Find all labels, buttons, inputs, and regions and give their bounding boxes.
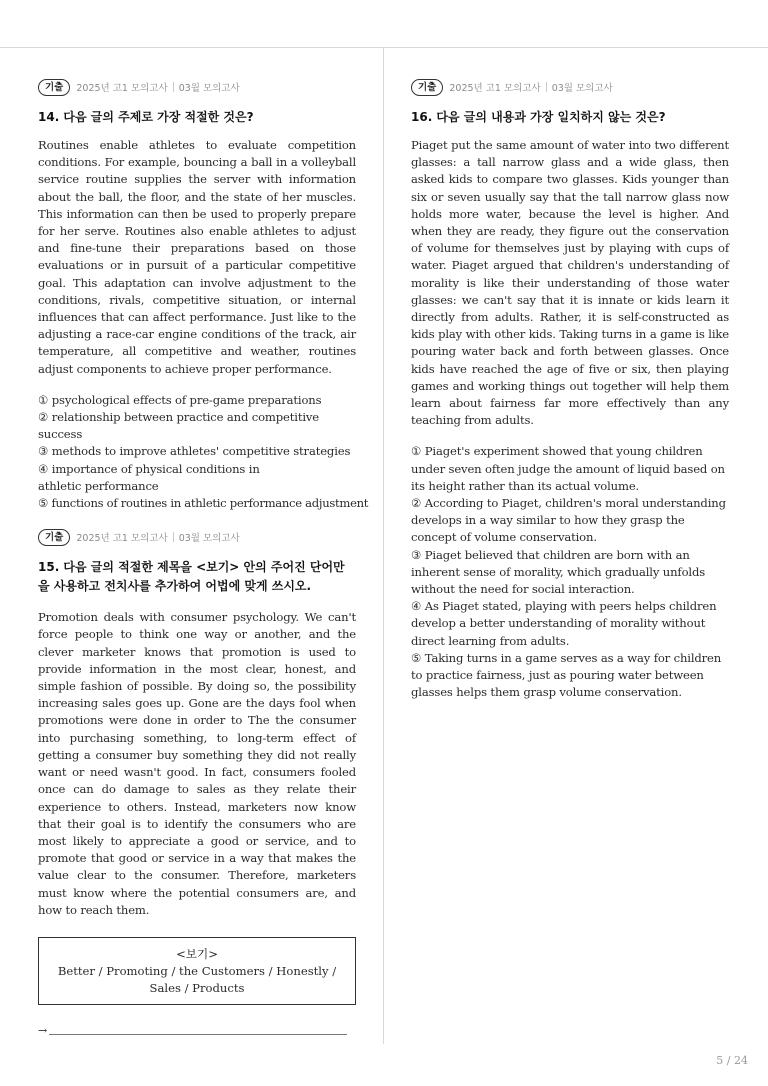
right-column: [411, 78, 729, 702]
question-14: [38, 78, 369, 512]
source-separator: [173, 82, 174, 92]
choice-1[interactable]: ① Piaget's experiment showed that young children under seven often judge the amount of liquid based on its height rather than its actual volume.: [411, 444, 725, 493]
arrow-icon: →: [38, 1023, 48, 1037]
word-box: [38, 937, 356, 1005]
choice-2[interactable]: ② According to Piaget, children's moral understanding develops in a way similar to how they grasp the concept of volume conservation.: [411, 496, 726, 545]
left-column: [38, 78, 369, 1037]
source-month: 03월 모의고사: [551, 83, 613, 94]
choice-3[interactable]: ③ methods to improve athletes' competitive strategies: [38, 444, 351, 459]
passage: Piaget put the same amount of water into two different glasses: a tall narrow glass and a wide glass, then asked kids to compare two glasses. Kids younger than six or seven usually say that the tall narrow glass now holds more water, because the level is higher. And when they are ready, they figure out the conservation of volume for themselves just by playing with cups of water. Piaget argued that children's understanding of morality is like their understanding of those water glasses: we can't say that it is innate or kids learn it directly from adults. Rather, it is self-constructed as kids play with other kids. Taking turns in a game is like pouring water back and forth between glasses. Once kids have reached the age of five or six, then playing games and working things out together will help them learn about fairness far more effectively than any teaching from adults.: [411, 138, 729, 428]
source-separator: [546, 82, 547, 92]
source-year: 2025년 고1 모의고사: [76, 533, 168, 545]
source-tag: 기출: [38, 529, 70, 546]
header-divider: [0, 47, 768, 48]
choice-4[interactable]: ④ importance of physical conditions in athletic performance: [38, 461, 260, 493]
word-box-title: <보기>: [176, 946, 218, 961]
source-separator: [173, 532, 174, 542]
passage: Routines enable athletes to evaluate competition conditions. For example, bouncing a ball in a volleyball service routine supplies the server with information about the ball, the floor, and the state of her muscles. This information can then be used to properly prepare for her serve. Routines also enable athletes to adjust and fine-tune their preparations based on those evaluations or in pursuit of a particular competitive goal. This adaptation can involve adjustment to the conditions, rivals, competitive situation, or internal influences that can affect performance. Just like to the adjusting a race-car engine conditions of the track, air temperature, all competitive and weather, routines adjust components to achieve proper performance.: [38, 138, 356, 376]
question-15: [38, 528, 356, 1036]
answer-field[interactable]: [38, 1023, 356, 1037]
choice-5[interactable]: ⑤ functions of routines in athletic performance adjustment: [38, 496, 369, 511]
source-tag: 기출: [411, 79, 443, 96]
answer-underline: [49, 1034, 347, 1035]
page-number: 5 / 24: [716, 1054, 748, 1067]
column-divider: [383, 48, 384, 1044]
question-16: [411, 78, 729, 702]
word-box-words: Better / Promoting / the Customers / Honestly / Sales / Products: [57, 964, 337, 996]
choice-2[interactable]: ② relationship between practice and competitive success: [38, 410, 319, 442]
source-year: 2025년 고1 모의고사: [449, 83, 541, 94]
choice-4[interactable]: ④ As Piaget stated, playing with peers helps children develop a better understanding of morality without direct learning from adults.: [411, 599, 717, 648]
source-line: [38, 78, 356, 96]
passage: Promotion deals with consumer psychology. We can't force people to think one way or another, and the clever marketer knows that promotion is used to provide information in the most clear, honest, and simple fashion of possible. By doing so, the possibility increasing sales goes up. Gone are the days fool when promotions were done in order to The the consumer into purchasing something, to long-term effect of getting a consumer buy something they did not really want or need wasn't good. In fact, consumers fooled once can do damage to sales as they relate their experience to others. Instead, marketers now know that their goal is to identify the consumers who are most likely to appreciate a good or service, and to promote that good or service in a way that makes the value clear to the consumer. Therefore, marketers must know where the potential consumers are, and how to reach them.: [38, 610, 356, 917]
choice-list: [38, 392, 369, 512]
source-line: [38, 528, 356, 546]
question-title: 16. 다음 글의 내용과 가장 일치하지 않는 것은?: [411, 110, 666, 124]
choice-1[interactable]: ① psychological effects of pre-game preparations: [38, 392, 322, 407]
choice-5[interactable]: ⑤ Taking turns in a game serves as a way for children to practice fairness, just as pouring water between glasses helps them grasp volume conservation.: [411, 650, 722, 700]
source-tag: 기출: [38, 79, 70, 96]
choice-list: [411, 443, 729, 701]
question-title: 14. 다음 글의 주제로 가장 적절한 것은?: [38, 110, 254, 124]
source-year: 2025년 고1 모의고사: [76, 83, 168, 94]
choice-3[interactable]: ③ Piaget believed that children are born with an inherent sense of morality, which gradually unfolds without the need for social interaction.: [411, 547, 706, 597]
question-title: 15. 다음 글의 적절한 제목을 <보기> 안의 주어진 단어만을 사용하고 전치사를 추가하여 어법에 맞게 쓰시오.: [38, 560, 345, 594]
source-month: 03월 모의고사: [178, 533, 240, 545]
source-line: [411, 78, 729, 96]
source-month: 03월 모의고사: [178, 83, 240, 94]
